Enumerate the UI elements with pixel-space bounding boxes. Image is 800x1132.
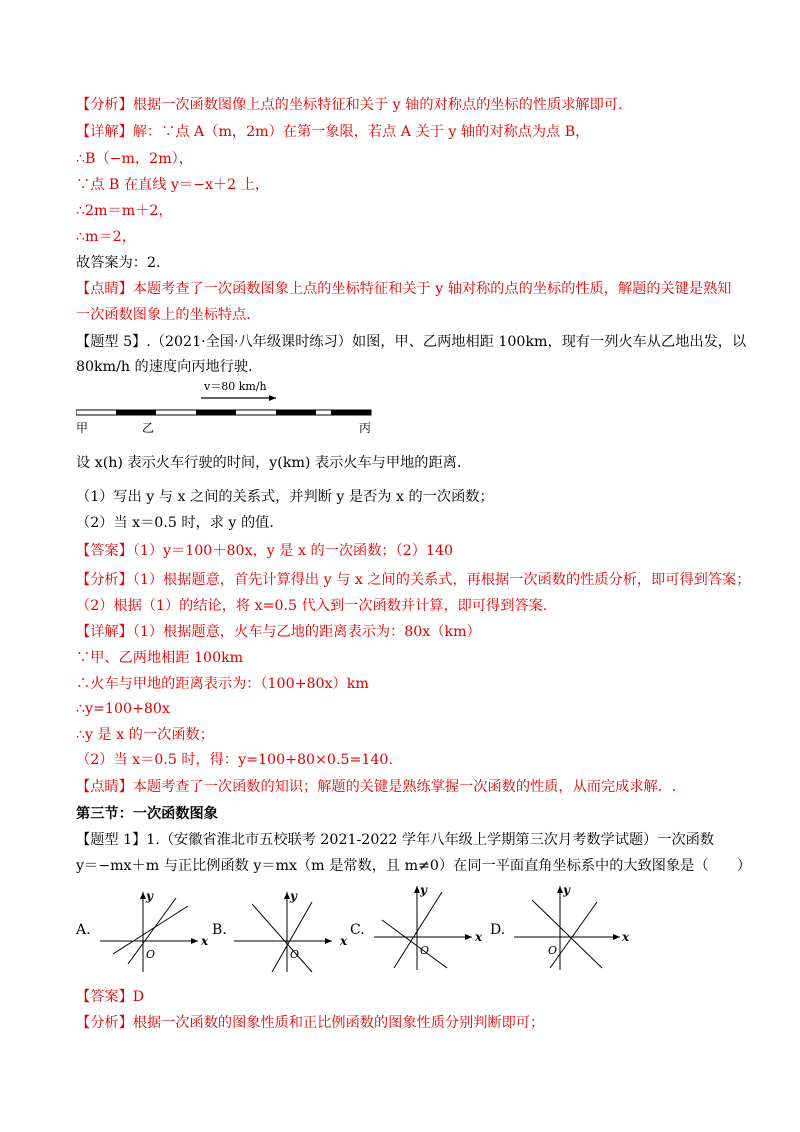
question-line: 80km/h 的速度向丙地行驶. (76, 359, 253, 375)
place-label-yi: 乙 (142, 421, 155, 435)
answer-line: 故答案为：2. (76, 255, 161, 271)
arrow-head-icon (269, 395, 276, 401)
svg-text:y: y (420, 883, 427, 897)
analysis-line: （2）根据（1）的结论，将 x=0.5 代入到一次函数并计算，即可得到答案. (76, 598, 548, 614)
step-line: ∴2m＝m＋2， (76, 203, 173, 219)
step-line: ∴B（−m，2m）， (76, 151, 193, 167)
step-line: ∵点 B 在直线 y＝−x＋2 上， (76, 177, 270, 193)
detail-line: ∵甲、乙两地相距 100km (76, 650, 244, 666)
analysis-line: 【分析】（1）根据题意，首先计算得出 y 与 x 之间的关系式，再根据一次函数的性质分析，即可得到答案； (76, 572, 751, 588)
svg-text:x: x (340, 934, 348, 948)
comment-line: 一次函数图象上的坐标特点. (76, 307, 251, 323)
option-a-label: A. (76, 922, 91, 938)
option-c-label: C. (350, 922, 365, 938)
detail-line: 【详解】（1）根据题意，火车与乙地的距离表示为：80x（km） (76, 624, 481, 640)
place-label-jia: 甲 (76, 421, 89, 435)
svg-text:y: y (290, 889, 297, 903)
detail-line: （2）当 x＝0.5 时，得：y=100+80×0.5=140. (76, 752, 393, 768)
svg-text:O: O (548, 944, 558, 957)
svg-text:x: x (622, 930, 630, 944)
question-line: （1）写出 y 与 x 之间的关系式，并判断 y 是否为 x 的一次函数； (76, 489, 494, 505)
detail-line: ∴y 是 x 的一次函数； (76, 727, 214, 743)
detail-line: ∴火车与甲地的距离表示为：（100+80x）km (76, 676, 369, 692)
svg-text:x: x (475, 930, 483, 944)
speed-label: v＝80 km/h (204, 380, 267, 393)
option-d-graph (512, 880, 632, 972)
svg-text:y: y (146, 889, 153, 903)
answer-line: 【答案】D (76, 989, 145, 1005)
analysis-line: 【分析】根据一次函数图像上点的坐标特征和关于 y 轴的对称点的坐标的性质求解即可. (76, 97, 623, 113)
step-line: ∴m＝2， (76, 229, 136, 245)
option-c-graph (372, 880, 487, 972)
question-line: （2）当 x＝0.5 时，求 y 的值. (76, 515, 274, 531)
analysis-line: 【分析】根据一次函数的图象性质和正比例函数的图象性质分别判断即可； (76, 1015, 545, 1031)
svg-text:x: x (201, 934, 209, 948)
detail-line: ∴y=100+80x (76, 701, 170, 717)
comment-line: 【点睛】本题考查了一次函数图象上点的坐标特征和关于 y 轴对称的点的坐标的性质，解题的关键是熟知 (76, 281, 732, 297)
svg-text:O: O (420, 944, 430, 957)
detail-line: 【详解】解：∵点 A（m，2m）在第一象限，若点 A 关于 y 轴的对称点为点 B， (76, 124, 590, 140)
svg-text:O: O (146, 948, 156, 961)
answer-line: 【答案】（1）y＝100＋80x，y 是 x 的一次函数；（2）140 (76, 543, 454, 559)
option-d-label: D. (490, 922, 506, 938)
svg-text:O: O (290, 948, 300, 961)
option-a-graph (98, 884, 213, 974)
question-line: y＝−mx＋m 与正比例函数 y＝mx（m 是常数，且 m≠0）在同一平面直角坐标系中的大致图象是（ ） (76, 858, 752, 874)
question-line: 设 x(h) 表示火车行驶的时间，y(km) 表示火车与甲地的距离. (76, 455, 462, 471)
place-label-bing: 丙 (359, 421, 372, 435)
question-line: 【题型 5】.（2021·全国·八年级课时练习）如图，甲、乙两地相距 100km，现有一列火车从乙地出发，以 (76, 334, 747, 350)
option-b-graph (232, 884, 352, 974)
comment-line: 【点睛】本题考查了一次函数的知识；解题的关键是熟练掌握一次函数的性质，从而完成求解．. (76, 779, 677, 795)
question-line: 【题型 1】1.（安徽省淮北市五校联考 2021-2022 学年八年级上学期第三次月考数学试题）一次函数 (76, 832, 715, 848)
railway-diagram (76, 376, 406, 436)
section-title: 第三节：一次函数图象 (76, 806, 218, 822)
svg-text:y: y (563, 883, 570, 897)
option-b-label: B. (212, 922, 227, 938)
